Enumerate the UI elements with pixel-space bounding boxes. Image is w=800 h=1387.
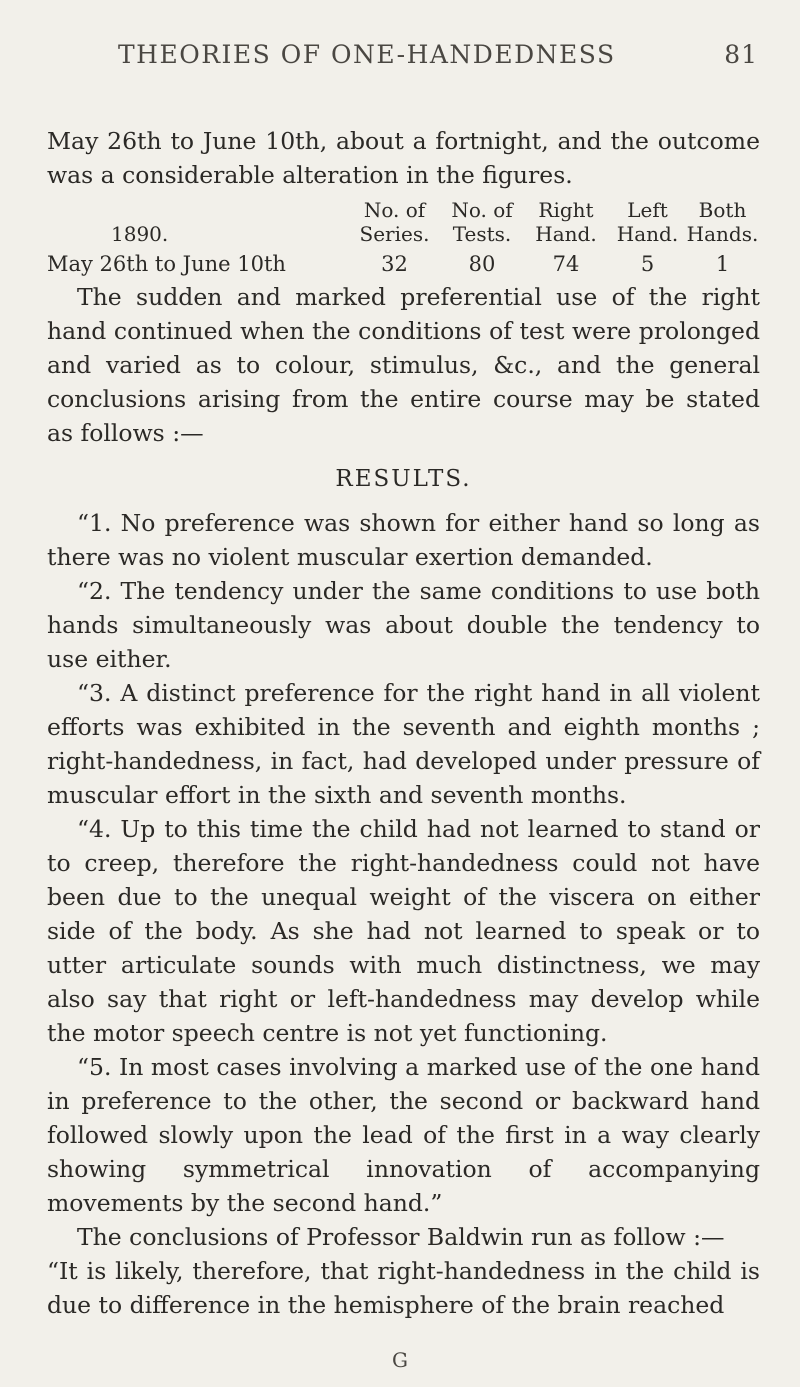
header-left: Left Hand. (616, 198, 679, 246)
header-tests: No. of Tests. (451, 198, 513, 246)
running-title: THEORIES OF ONE-HANDEDNESS (118, 40, 616, 69)
intro-paragraph: May 26th to June 10th, about a fortnight, and the outcome was a considerable alteration in the figures. (47, 127, 760, 189)
table-row (47, 246, 760, 276)
body-text (47, 124, 760, 1322)
results-heading: RESULTS. (335, 466, 472, 492)
header-both: Both Hands. (686, 198, 759, 246)
cell-series: 32 (381, 252, 408, 276)
result-item: “2. The tendency under the same conditions to use both hands simultaneously was about double the tendency to use either. (47, 577, 760, 673)
cell-both: 1 (715, 252, 730, 276)
header-right: Right Hand. (535, 198, 597, 246)
result-item: “3. A distinct preference for the right hand in all violent efforts was exhibited in the seventh and eighth months ; right-handedness, in fact, had developed under pressure of muscular effort in the sixth and seventh months. (47, 679, 760, 809)
page-number: 81 (724, 40, 758, 69)
table-header-row (47, 198, 760, 246)
header-series: No. of Series. (359, 198, 430, 246)
conclusion-quote: “It is likely, therefore, that right-handedness in the child is due to difference in the hemisphere of the brain reached (47, 1257, 760, 1319)
result-item: “5. In most cases involving a marked use of the one hand in preference to the other, the second or backward hand followed slowly upon the lead of the first in a way clearly showing symmetrical innovation of accompanying movements by the second hand.” (47, 1053, 760, 1217)
paragraph-after-table: The sudden and marked preferential use of the right hand continued when the conditions of test were prolonged and varied as to colour, stimulus, &c., and the general conclusions arising from the entire course may be stated as follows :— (47, 283, 760, 447)
cell-left: 5 (640, 252, 655, 276)
signature-mark: G (392, 1348, 408, 1372)
running-head (118, 40, 758, 69)
header-year: 1890. (111, 222, 169, 246)
cell-tests: 80 (468, 252, 496, 276)
data-table (47, 198, 760, 276)
conclusion-intro: The conclusions of Professor Baldwin run as follow :— (77, 1223, 725, 1251)
cell-right: 74 (552, 252, 580, 276)
result-item: “1. No preference was shown for either hand so long as there was no violent muscular exertion demanded. (47, 509, 760, 571)
result-item: “4. Up to this time the child had not learned to stand or to creep, therefore the right-handedness could not have been due to the unequal weight of the viscera on either side of the body. As she had not learned to speak or to utter articulate sounds with much distinctness, we may also say that right or left-handedness may develop while the motor speech centre is not yet functioning. (47, 815, 760, 1047)
cell-period: May 26th to June 10th (47, 252, 286, 276)
